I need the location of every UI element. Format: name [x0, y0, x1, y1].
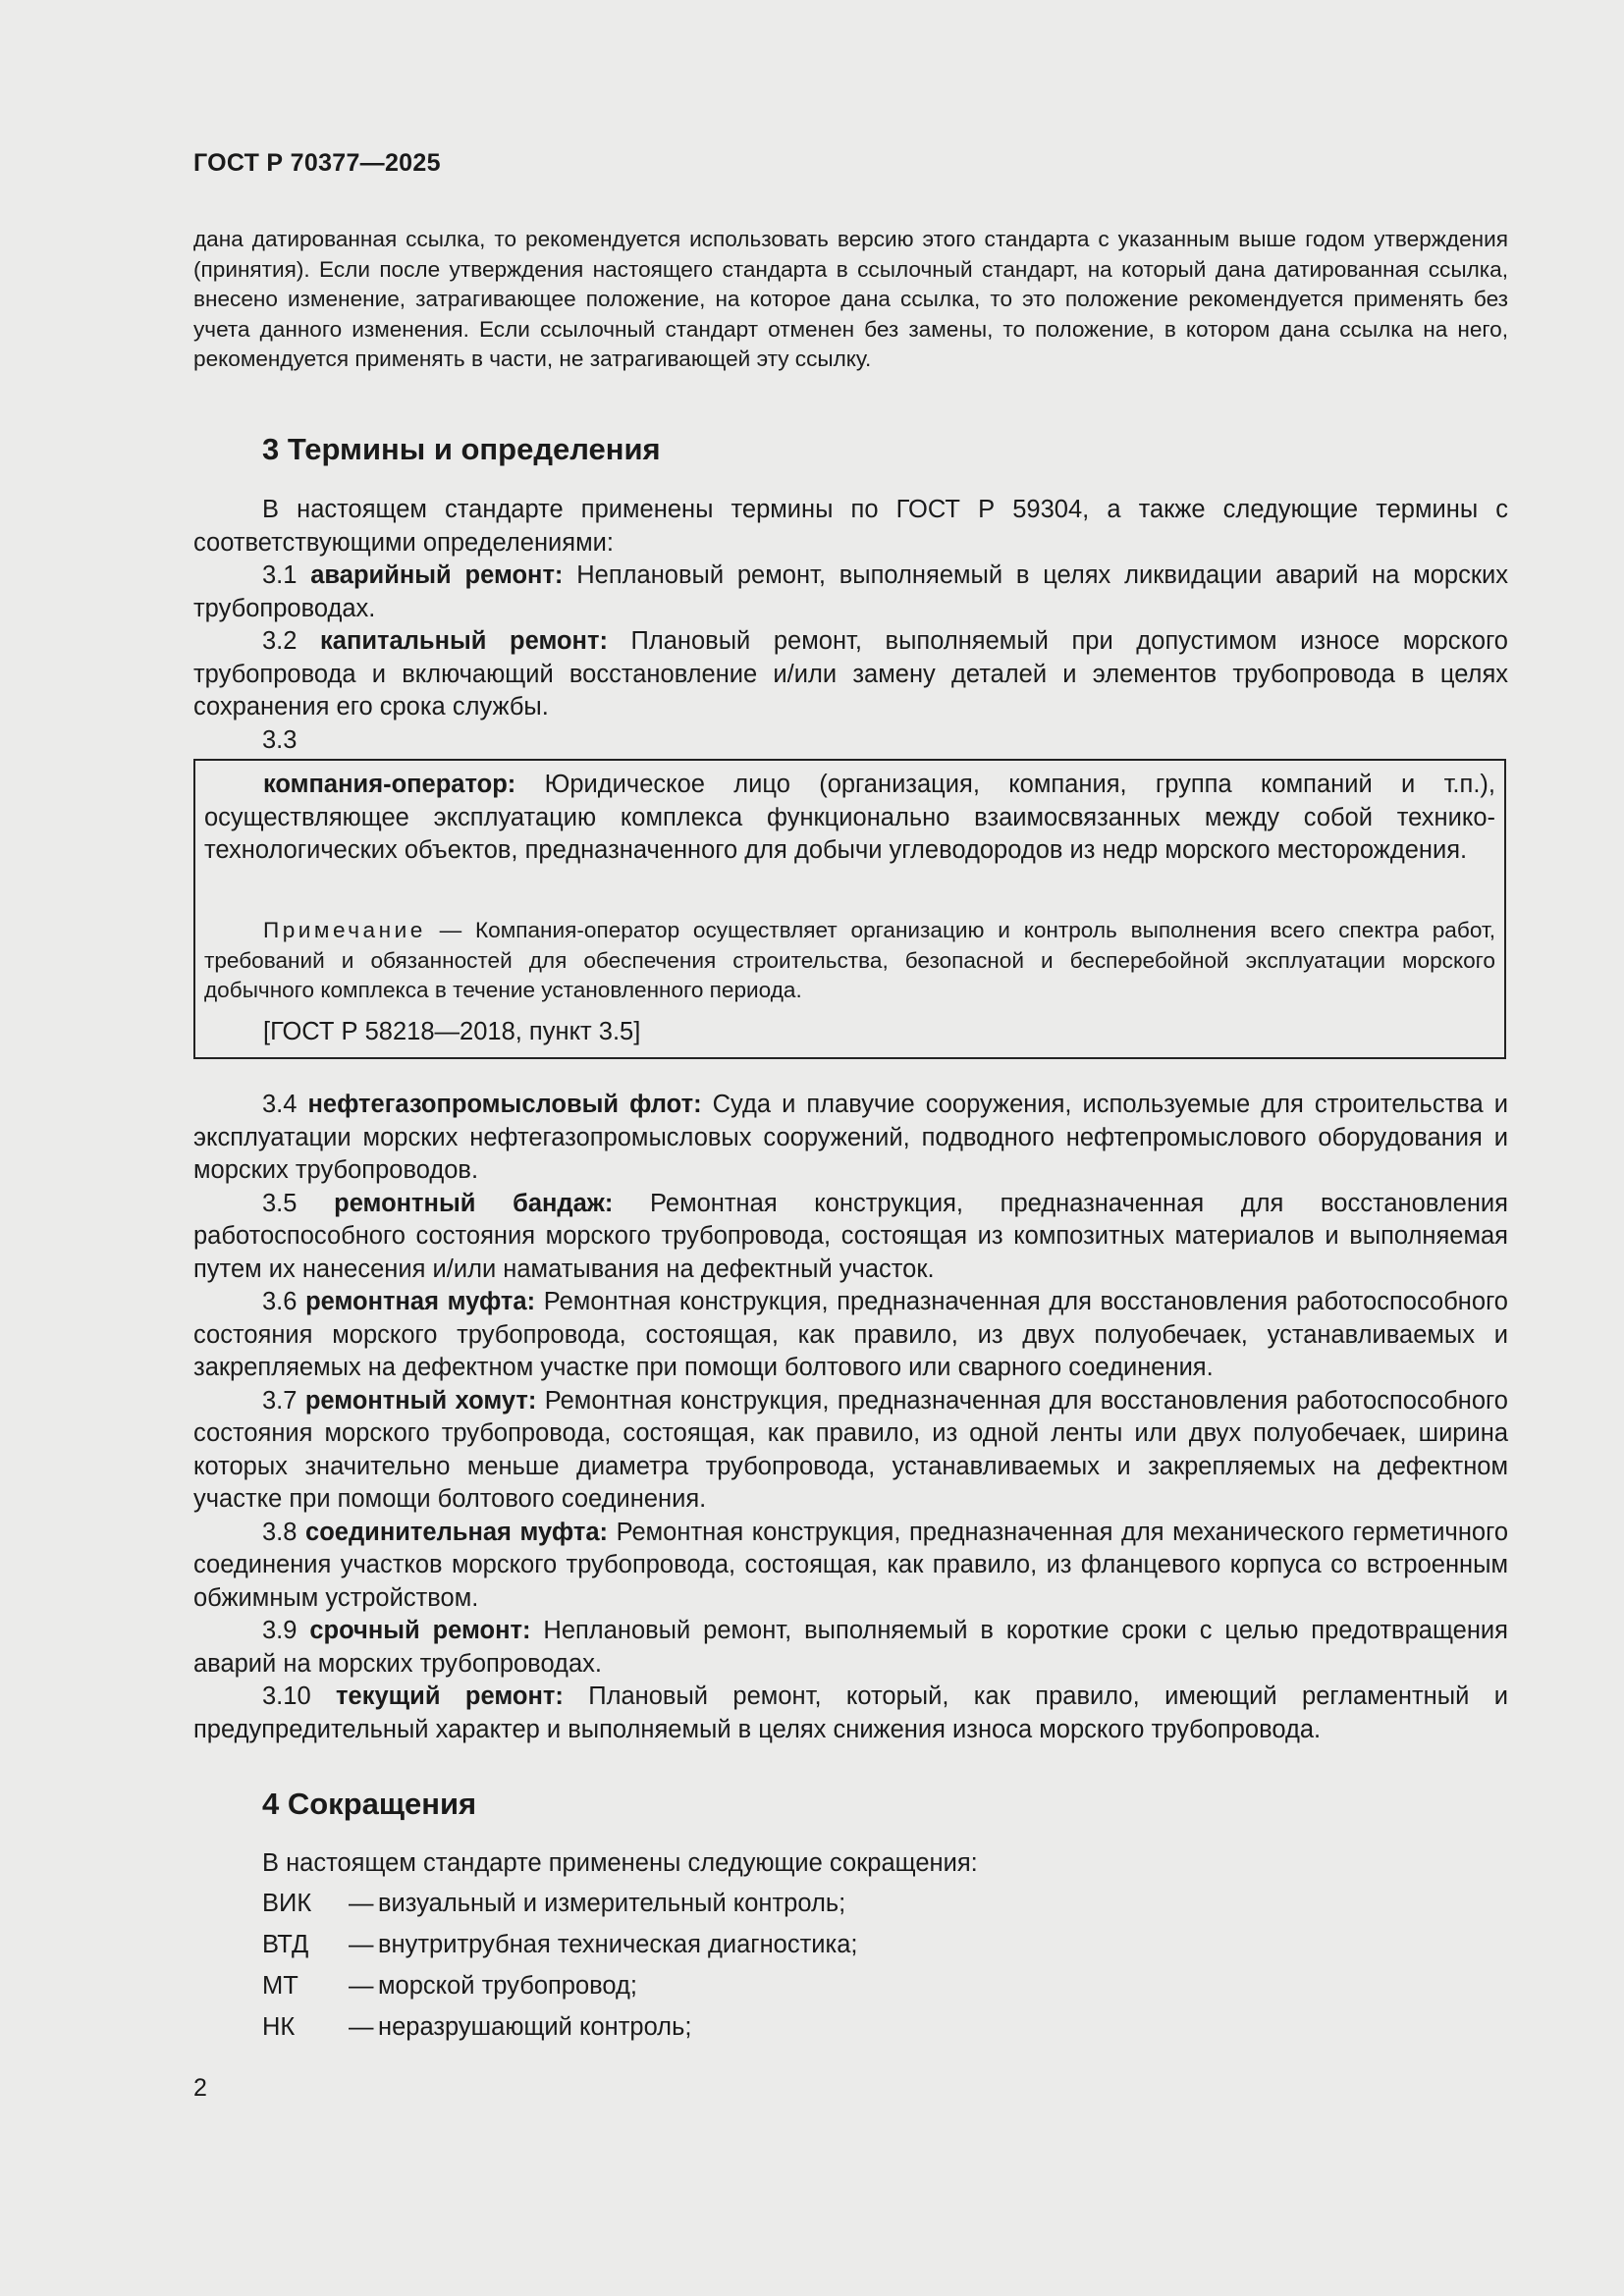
term-3-3-number: 3.3 — [262, 725, 298, 754]
section-3-body-top — [193, 494, 1508, 757]
term-name: нефтегазопромысловый флот: — [307, 1091, 702, 1118]
abbreviation-meaning: внутритрубная техническая диагностика; — [378, 1931, 858, 1958]
abbreviation-meaning: неразрушающий контроль; — [378, 2013, 692, 2041]
section-4-title: 4 Сокращения — [262, 1787, 477, 1821]
term-name: ремонтная муфта: — [305, 1288, 536, 1315]
term-3-7 — [193, 1385, 1508, 1517]
term-number: 3.2 — [262, 627, 298, 655]
term-definition: Ремонтная конструкция, предназначенная для восстановления работоспособного состояния морского трубопровода, состоящая, как правило, из двух полуобечаек, устанавливаемых и закрепляемых на дефектном участке при помощи болтового или сварного соединения. — [193, 1288, 1508, 1381]
term-3-9 — [193, 1615, 1508, 1681]
term-definition: Неплановый ремонт, выполняемый в короткие сроки с целью предотвращения аварий на морских трубопроводах. — [193, 1617, 1508, 1678]
term-name: ремонтный хомут: — [304, 1386, 537, 1415]
abbreviation-dash: — — [349, 2013, 374, 2041]
section-3-body-bottom — [193, 1089, 1508, 1746]
term-definition: Неплановый ремонт, выполняемый в целях ликвидации аварий на морских трубопроводах. — [193, 561, 1509, 622]
term-3-10 — [193, 1681, 1508, 1746]
section-3-lead: В настоящем стандарте применены термины по ГОСТ Р 59304, а также следующие термины с соответствующими определениями: — [193, 496, 1508, 557]
section-3-title: 3 Термины и определения — [262, 432, 661, 466]
abbreviation-code: МТ — [262, 1972, 298, 2000]
term-3-6 — [193, 1286, 1508, 1385]
term-name: текущий ремонт: — [336, 1682, 564, 1710]
term-number: 3.4 — [262, 1091, 298, 1118]
abbreviation-code: НК — [262, 2013, 296, 2041]
abbreviation-code: ВИК — [262, 1890, 312, 1917]
term-definition: Ремонтная конструкция, предназначенная для восстановления работоспособного состояния морского трубопровода, состоящая из композитных материалов и выполняемая путем их нанесения и/или наматывания на дефектный участок. — [193, 1189, 1508, 1283]
term-number: 3.1 — [262, 561, 298, 589]
abbreviation-row — [262, 2013, 691, 2047]
term-name: аварийный ремонт: — [310, 561, 564, 589]
term-number: 3.9 — [262, 1617, 298, 1644]
term-name: соединительная муфта: — [305, 1518, 608, 1546]
boxed-term — [204, 769, 1495, 868]
term-definition: Плановый ремонт, выполняемый при допустимом износе морского трубопровода и включающий восстановление и/или замену деталей и элементов трубопровода в целях сохранения его срока службы. — [193, 627, 1508, 721]
term-3-4 — [193, 1089, 1508, 1188]
term-name: компания-оператор: — [263, 771, 516, 798]
term-definition: Плановый ремонт, который, как правило, имеющий регламентный и предупредительный характер и выполняемый в целях снижения износа морского трубопровода. — [193, 1682, 1508, 1743]
abbreviation-row — [262, 1931, 857, 1964]
term-3-2 — [193, 625, 1508, 724]
term-number: 3.7 — [262, 1386, 298, 1415]
term-name: ремонтный бандаж: — [334, 1189, 614, 1217]
abbreviation-row — [262, 1890, 845, 1923]
term-definition: Ремонтная конструкция, предназначенная для восстановления работоспособного состояния морского трубопровода, состоящая, как правило, из одной ленты или двух полуобечаек, ширина которых значительно меньше диаметра трубопровода, устанавливаемых и закрепляемых на дефектном участке при помощи болтового соединения. — [193, 1386, 1508, 1513]
term-number: 3.8 — [262, 1518, 298, 1546]
abbreviation-code: ВТД — [262, 1931, 309, 1958]
section-4-lead: В настоящем стандарте применены следующие сокращения: — [262, 1849, 978, 1877]
boxed-source: [ГОСТ Р 58218—2018, пункт 3.5] — [263, 1018, 641, 1045]
term-name: капитальный ремонт: — [320, 627, 608, 655]
document-header-code: ГОСТ Р 70377—2025 — [193, 149, 441, 177]
note-text: — Компания-оператор осуществляет организацию и контроль выполнения всего спектра работ, требований и обязанностей для обеспечения строительства, безопасной и бесперебойной эксплуатации морского добычного комплекса в течение установленного периода. — [204, 918, 1496, 1002]
term-definition: Ремонтная конструкция, предназначенная для механического герметичного соединения участков морского трубопровода, состоящая, как правило, из фланцевого корпуса со встроенным обжимным устройством. — [193, 1518, 1508, 1612]
abbreviation-dash: — — [349, 1890, 374, 1917]
boxed-definition — [193, 759, 1506, 1059]
abbreviation-dash: — — [349, 1972, 374, 2000]
term-number: 3.6 — [262, 1288, 298, 1315]
term-3-8 — [193, 1517, 1508, 1616]
term-3-1 — [193, 560, 1508, 625]
term-name: срочный ремонт: — [309, 1617, 531, 1644]
note-label: Примечание — [263, 918, 426, 942]
abbreviation-dash: — — [349, 1931, 374, 1958]
intro-paragraph: дана датированная ссылка, то рекомендуется использовать версию этого стандарта с указанным выше годом утверждения (принятия). Если после утверждения настоящего стандарта в ссылочный стандарт, на который дана датированная ссылка, внесено изменение, затрагивающее положение, на которое дана ссылка, то это положение рекомендуется применять без учета данного изменения. Если ссылочный стандарт отменен без замены, то положение, в котором дана ссылка на него, рекомендуется применять в части, не затрагивающей эту ссылку. — [193, 227, 1508, 371]
abbreviation-meaning: визуальный и измерительный контроль; — [378, 1890, 846, 1917]
term-number: 3.10 — [262, 1682, 311, 1710]
boxed-note — [204, 916, 1495, 1006]
term-3-5 — [193, 1188, 1508, 1287]
term-definition: Суда и плавучие сооружения, используемые для строительства и эксплуатации морских нефтегазопромысловых сооружений, подводного нефтепромыслового оборудования и морских трубопроводов. — [193, 1091, 1508, 1184]
term-definition: Юридическое лицо (организация, компания, группа компаний и т.п.), осуществляющее эксплуатацию комплекса функционально взаимосвязанных между собой технико-технологических объектов, предназначенного для добычи углеводородов из недр морского месторождения. — [204, 771, 1495, 864]
abbreviation-meaning: морской трубопровод; — [378, 1972, 638, 2000]
page-number: 2 — [193, 2074, 207, 2102]
term-number: 3.5 — [262, 1189, 298, 1217]
abbreviation-row — [262, 1972, 637, 2005]
